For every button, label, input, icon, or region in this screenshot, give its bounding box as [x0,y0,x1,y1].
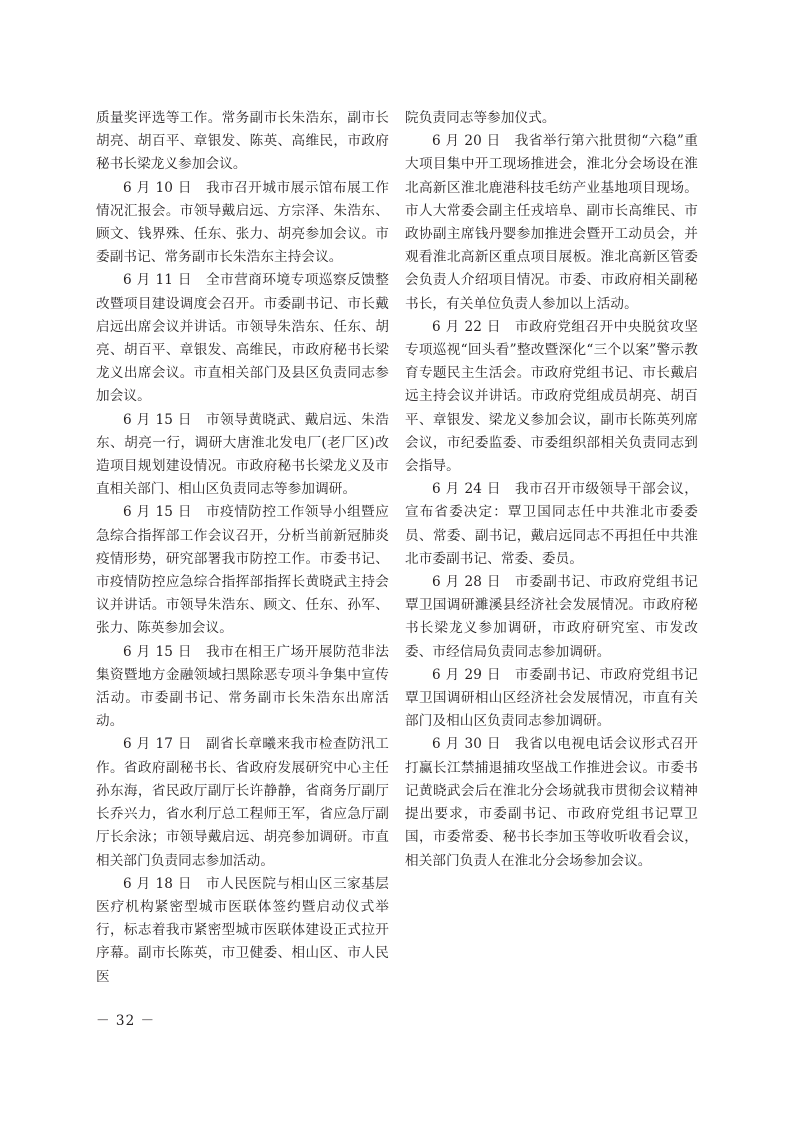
entry-date: 6 月 18 日 [123,875,192,892]
paragraph-entry [405,571,698,664]
entry-date: 6 月 29 日 [432,666,501,683]
paragraph-continued [96,107,389,177]
entry-date: 6 月 20 日 [432,133,501,150]
page-number: － 32 － [96,1013,156,1029]
entry-text: 我市召开市级领导干部会议，宣布省委决定：覃卫国同志任中共淮北市委委员、常委、副书记，戴启远同志不再担任中共淮北市委副书记、常委、委员。 [405,481,698,567]
paragraph-entry [96,733,389,872]
entry-date: 6 月 24 日 [432,481,501,498]
paragraph-text: 质量奖评选等工作。常务副市长朱浩东，副市长胡亮、胡百平、章银发、陈英、高维民，市政府秘书长梁龙义参加会议。 [96,110,389,173]
entry-text: 全市营商环境专项巡察反馈整改暨项目建设调度会召开。市委副书记、市长戴启远出席会议并讲话。市领导朱浩东、任东、胡亮、胡百平、章银发、高维民，市政府秘书长梁龙义出席会议。市直相关部门及县区负责同志参加会议。 [96,272,389,405]
left-column [96,107,389,989]
entry-text: 我省以电视电话会议形式召开打赢长江禁捕退捕攻坚战工作推进会议。市委书记黄晓武会后在淮北分会场就我市贯彻会议精神提出要求，市委副书记、市政府党组书记覃卫国，市委常委、秘书长李加玉等收听收看会议，相关部门负责人在淮北分会场参加会议。 [405,736,698,869]
entry-date: 6 月 11 日 [123,272,192,289]
entry-date: 6 月 10 日 [123,179,192,196]
paragraph-entry [96,501,389,640]
paragraph-text: 院负责同志等参加仪式。 [405,110,556,126]
paragraph-entry [405,316,698,478]
entry-date: 6 月 15 日 [123,643,192,660]
paragraph-entry [405,664,698,734]
entry-text: 市领导黄晓武、戴启远、朱浩东、胡亮一行，调研大唐淮北发电厂(老厂区)改造项目规划建设情况。市政府秘书长梁龙义及市直相关部门、相山区负责同志等参加调研。 [96,411,389,498]
entry-text: 副省长章曦来我市检查防汛工作。省政府副秘书长、省政府发展研究中心主任孙东海，省民政厅副厅长许静静，省商务厅副厅长乔兴力，省水利厅总工程师王军，省应急厅副厅长余泳；市领导戴启远、胡亮参加调研。市直相关部门负责同志参加活动。 [96,736,389,869]
entry-text: 市人民医院与相山区三家基层医疗机构紧密型城市医联体签约暨启动仪式举行，标志着我市紧密型城市医联体建设正式拉开序幕。副市长陈英，市卫健委、相山区、市人民医 [96,875,389,985]
entry-text: 我市在相王广场开展防范非法集资暨地方金融领域扫黑除恶专项斗争集中宣传活动。市委副书记、常务副市长朱浩东出席活动。 [96,643,389,730]
paragraph-entry [96,269,389,408]
entry-text: 市疫情防控工作领导小组暨应急综合指挥部工作会议召开，分析当前新冠肺炎疫情形势，研究部署我市防控工作。市委书记、市疫情防控应急综合指挥部指挥长黄晓武主持会议并讲话。市领导朱浩东、顾文、任东、孙军、张力、陈英参加会议。 [96,504,389,637]
entry-text: 我市召开城市展示馆布展工作情况汇报会。市领导戴启远、方宗泽、朱浩东、顾文、钱界殊、任东、张力、胡亮参加会议。市委副书记、常务副市长朱浩东主持会议。 [96,179,389,266]
paragraph-entry [96,641,389,734]
paragraph-continued [405,107,698,130]
entry-date: 6 月 30 日 [432,736,501,753]
paragraph-entry [405,130,698,316]
entry-text: 市委副书记、市政府党组书记覃卫国调研相山区经济社会发展情况，市直有关部门及相山区负责同志参加调研。 [405,666,698,730]
paragraph-entry [96,177,389,270]
paragraph-entry [96,409,389,502]
paragraph-entry [96,873,389,989]
entry-date: 6 月 22 日 [432,318,501,335]
entry-date: 6 月 15 日 [123,504,192,521]
right-column [405,107,698,873]
entry-text: 我省举行第六批贯彻“六稳”重大项目集中开工现场推进会，淮北分会场设在淮北高新区淮北鹿港科技毛纺产业基地项目现场。市人大常委会副主任戎培阜、副市长高维民、市政协副主席钱丹婴参加推进会暨开工动员会，并观看淮北高新区重点项目展板。淮北高新区管委会负责人介绍项目情况。市委、市政府相关副秘书长，有关单位负责人参加以上活动。 [405,133,698,312]
entry-date: 6 月 15 日 [123,411,192,428]
entry-date: 6 月 28 日 [432,574,501,591]
entry-date: 6 月 17 日 [123,736,192,753]
paragraph-entry [405,733,698,872]
entry-text: 市政府党组召开中央脱贫攻坚专项巡视“回头看”整改暨深化“三个以案”警示教育专题民主生活会。市政府党组书记、市长戴启远主持会议并讲话。市政府党组成员胡亮、胡百平、章银发、梁龙义参加会议，副市长陈英列席会议，市纪委监委、市委组织部相关负责同志到会指导。 [405,318,698,475]
entry-text: 市委副书记、市政府党组书记覃卫国调研濉溪县经济社会发展情况。市政府秘书长梁龙义参加调研，市政府研究室、市发改委、市经信局负责同志参加调研。 [405,574,698,660]
paragraph-entry [405,478,698,571]
